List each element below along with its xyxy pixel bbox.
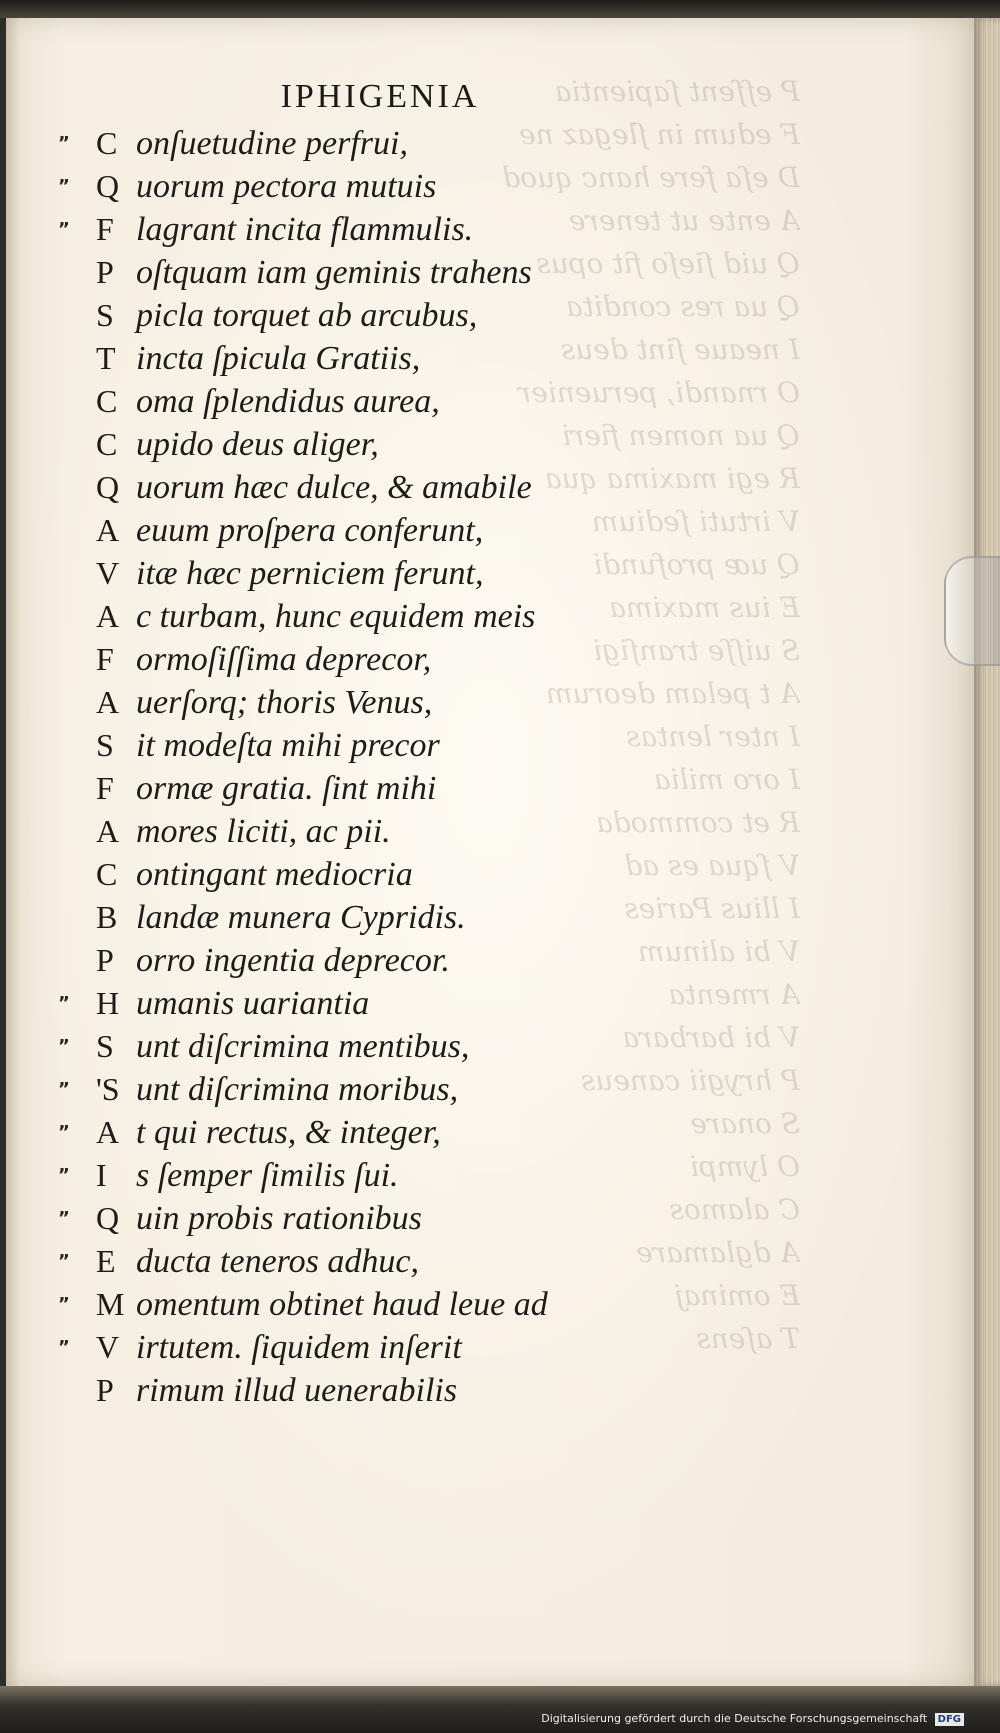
verse-line	[0, 896, 940, 939]
verse-text: oma ſplendidus aurea,	[136, 383, 440, 420]
verse-initial: C	[96, 426, 118, 462]
verse-initial: V	[96, 555, 120, 591]
verse-text: it modeſta mihi precor	[136, 727, 440, 764]
verse-line	[0, 380, 940, 423]
verse-line	[0, 1025, 940, 1068]
verse-initial: P	[96, 254, 114, 290]
quotation-marker: ”	[58, 1165, 70, 1186]
quotation-marker: ”	[58, 176, 70, 197]
verse-line	[0, 982, 940, 1025]
quotation-marker: ”	[58, 993, 70, 1014]
scan-bottom-edge	[0, 1686, 1000, 1733]
verse-initial: 'S	[96, 1071, 120, 1107]
quotation-marker: ”	[58, 1294, 70, 1315]
verse-text: unt diſcrimina mentibus,	[136, 1028, 470, 1065]
verse-line	[0, 509, 940, 552]
verse-line	[0, 1068, 940, 1111]
quotation-marker: ”	[58, 1079, 70, 1100]
verse-initial: F	[96, 770, 114, 806]
verse-text: euum proſpera conferunt,	[136, 512, 484, 549]
verse-initial: C	[96, 125, 118, 161]
verse-line	[0, 165, 940, 208]
scan-top-edge	[0, 0, 1000, 18]
verse-line	[0, 939, 940, 982]
verse-initial: Q	[96, 168, 120, 204]
show-through-text: P eſſent ſapientia F edum in ſlegaz ne D eſa fere hanc quod A ente ut tenere Q uid ſieſo fit opus Q ua res condita I neaue ſint deus O rnandi, peruenier Q ua nomen fieri R egi maxima qua V irtuti ſedium Q uæ profundi E ius maxima S uiſſe tranſigi A t pelam deorum I nter lentas I oro milia R et commoda V ſqua es ad I llius Paries V bi alinum A rmenta V bi barbara P hrygii caneus S onare O lympi C alamos A dglamare E ominaj T aſens	[502, 75, 800, 1355]
verse-initial: H	[96, 985, 120, 1021]
verse-initial: F	[96, 641, 114, 677]
verse-text: c turbam, hunc equidem meis	[136, 598, 536, 635]
verse-text: landæ munera Cypridis.	[136, 899, 466, 936]
verse-initial: Q	[96, 1200, 120, 1236]
verse-initial: F	[96, 211, 114, 247]
verse-line	[0, 810, 940, 853]
verse-line	[0, 122, 940, 165]
verse-line	[0, 681, 940, 724]
verse-text: omentum obtinet haud leue ad	[136, 1286, 548, 1323]
dfg-logo: DFG	[935, 1713, 964, 1726]
verse-initial: P	[96, 942, 114, 978]
verse-text: ormæ gratia. ſint mihi	[136, 770, 437, 807]
verse-initial: I	[96, 1157, 107, 1193]
verse-text: t qui rectus, & integer,	[136, 1114, 441, 1151]
verse-initial: A	[96, 1114, 120, 1150]
verse-line	[0, 337, 940, 380]
verse-text: unt diſcrimina moribus,	[136, 1071, 459, 1108]
verse-text: irtutem. ſiquidem inſerit	[136, 1329, 462, 1366]
verse-text: ducta teneros adhuc,	[136, 1243, 419, 1280]
verse-lines	[0, 122, 940, 1412]
page-leaf-edges	[974, 18, 1000, 1686]
verse-text: onſuetudine perfrui,	[136, 125, 408, 162]
verse-text: uorum hæc dulce, & amabile	[136, 469, 532, 506]
quotation-marker: ”	[58, 1122, 70, 1143]
verse-text: rimum illud uenerabilis	[136, 1372, 458, 1409]
verse-text: oſtquam iam geminis trahens	[136, 254, 532, 291]
verse-initial: V	[96, 1329, 120, 1365]
verse-initial: Q	[96, 469, 120, 505]
verse-initial: P	[96, 1372, 114, 1408]
verse-line	[0, 724, 940, 767]
credit-text: Digitalisierung gefördert durch die Deutsche Forschungsgemeinschaft	[541, 1712, 928, 1725]
verse-initial: T	[96, 340, 116, 376]
verse-line	[0, 1283, 940, 1326]
verse-initial: A	[96, 512, 120, 548]
verse-line	[0, 1111, 940, 1154]
verse-initial: S	[96, 1028, 114, 1064]
verse-line	[0, 1326, 940, 1369]
verse-text: uin probis rationibus	[136, 1200, 422, 1237]
digitization-credit	[541, 1712, 964, 1726]
verse-initial: M	[96, 1286, 125, 1322]
verse-text: incta ſpicula Gratiis,	[136, 340, 421, 377]
verse-initial: A	[96, 598, 120, 634]
quotation-marker: ”	[58, 1337, 70, 1358]
page-clip	[944, 556, 1000, 666]
verse-line	[0, 853, 940, 896]
verse-line	[0, 767, 940, 810]
verse-text: upido deus aliger,	[136, 426, 379, 463]
running-header: IPHIGENIA	[280, 78, 480, 115]
verse-text: s ſemper ſimilis ſui.	[136, 1157, 399, 1194]
verse-initial: C	[96, 856, 118, 892]
verse-text: uerſorq; thoris Venus,	[136, 684, 433, 721]
verse-text: uorum pectora mutuis	[136, 168, 437, 205]
verse-line	[0, 294, 940, 337]
quotation-marker: ”	[58, 1251, 70, 1272]
verse-line	[0, 251, 940, 294]
verse-initial: A	[96, 684, 120, 720]
verse-line	[0, 1154, 940, 1197]
verse-line	[0, 552, 940, 595]
verse-text: picla torquet ab arcubus,	[136, 297, 478, 334]
verse-text: lagrant incita flammulis.	[136, 211, 474, 248]
verse-initial: B	[96, 899, 118, 935]
verse-initial: E	[96, 1243, 116, 1279]
verse-initial: C	[96, 383, 118, 419]
verse-text: orro ingentia deprecor.	[136, 942, 450, 979]
quotation-marker: ”	[58, 1208, 70, 1229]
verse-line	[0, 638, 940, 681]
quotation-marker: ”	[58, 1036, 70, 1057]
verse-line	[0, 1240, 940, 1283]
verse-line	[0, 1197, 940, 1240]
verse-line	[0, 423, 940, 466]
quotation-marker: ”	[58, 133, 70, 154]
verse-text: ontingant mediocria	[136, 856, 413, 893]
verse-text: itæ hæc perniciem ferunt,	[136, 555, 484, 592]
verse-text: mores liciti, ac pii.	[136, 813, 391, 850]
verse-initial: S	[96, 297, 114, 333]
verse-line	[0, 208, 940, 251]
verse-initial: A	[96, 813, 120, 849]
verse-line	[0, 595, 940, 638]
verse-line	[0, 1369, 940, 1412]
verse-line	[0, 466, 940, 509]
verse-initial: S	[96, 727, 114, 763]
quotation-marker: ”	[58, 219, 70, 240]
verse-text: ormoſiſſima deprecor,	[136, 641, 432, 678]
verse-text: umanis uariantia	[136, 985, 370, 1022]
